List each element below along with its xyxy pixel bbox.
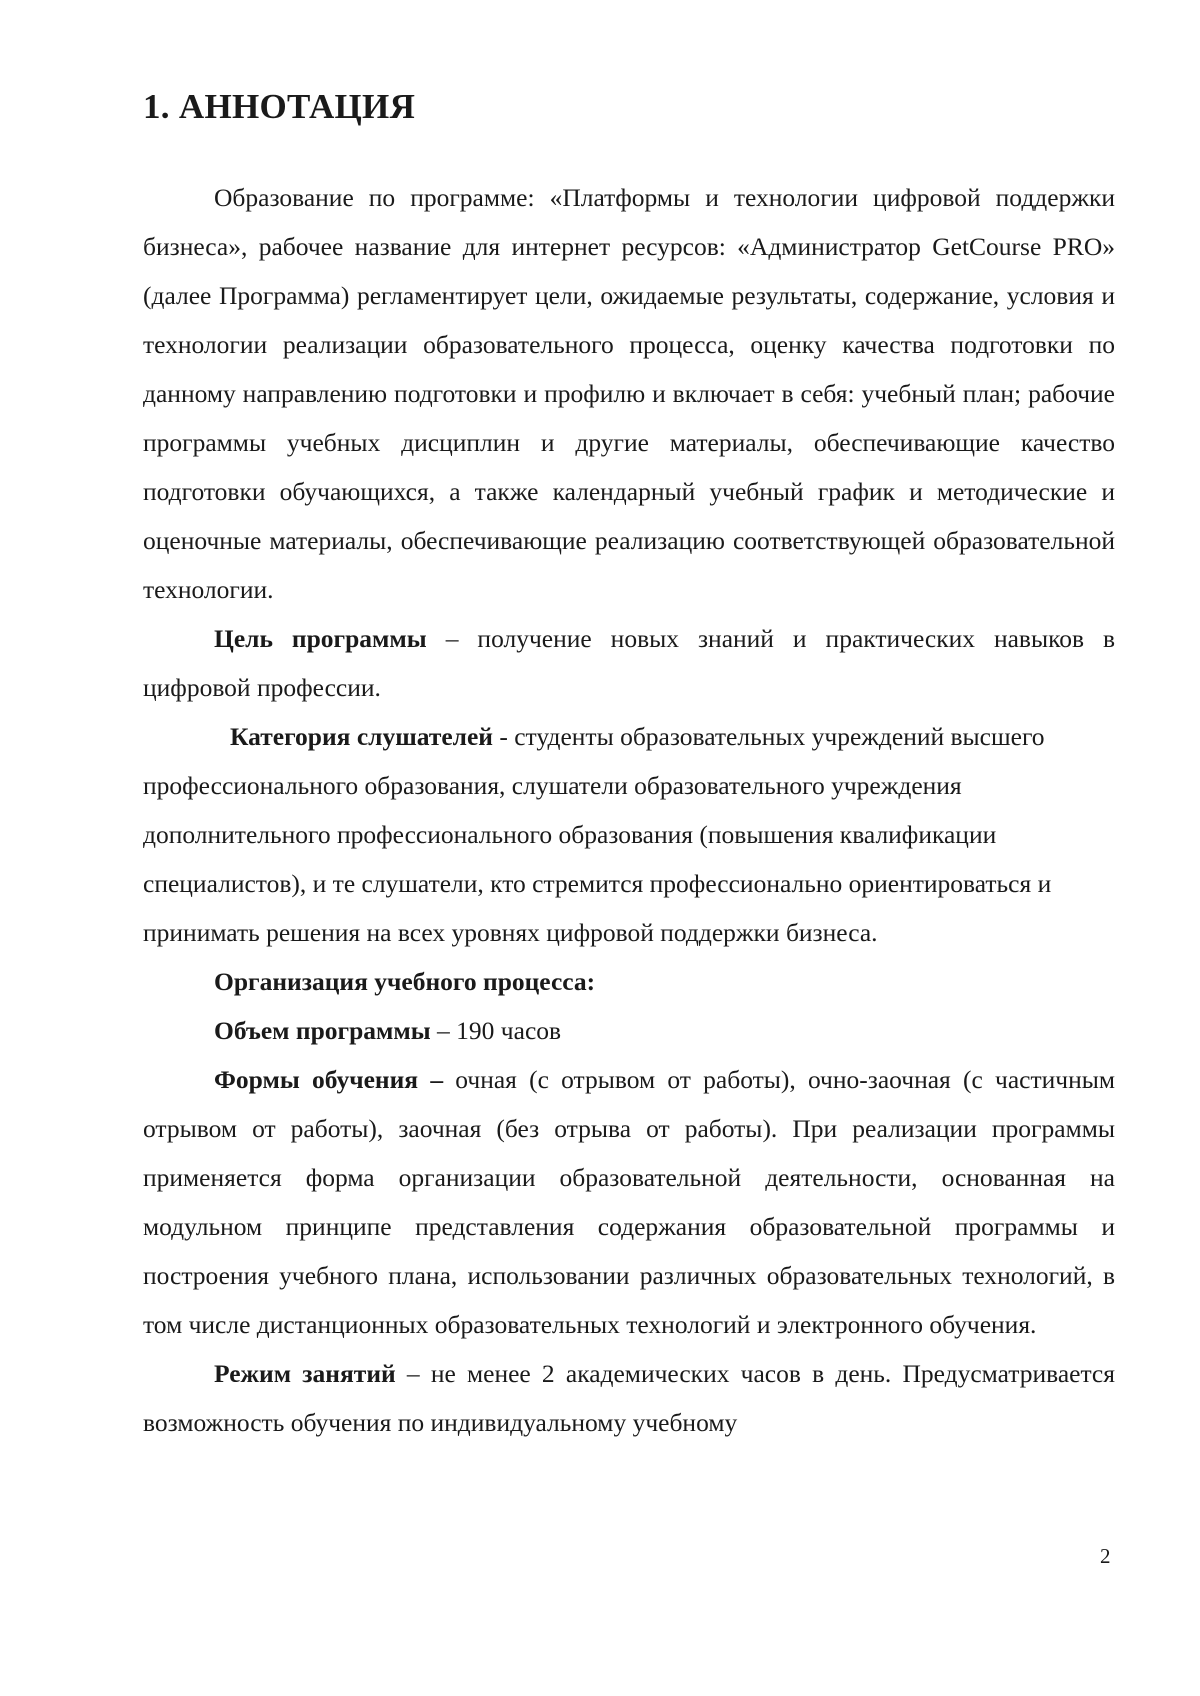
annotation-body [143,173,1115,1447]
schedule-text: – не менее 2 академических часов в день. Предусматривается возможность обучения по индивидуальному учебному [143,1359,1115,1437]
page-number: 2 [1100,1544,1111,1568]
audience-label: Категория слушателей [230,722,493,751]
forms-label: Формы обучения – [214,1065,444,1094]
goal-paragraph [143,614,1115,712]
organization-heading [143,957,1115,1006]
audience-paragraph [143,712,1115,957]
schedule-label: Режим занятий [214,1359,396,1388]
intro-paragraph: Образование по программе: «Платформы и технологии цифровой поддержки бизнеса», рабочее название для интернет ресурсов: «Администратор GetCourse PRO» (далее Программа) регламентирует цели, ожидаемые результаты, содержание, условия и технологии реализации образовательного процесса, оценку качества подготовки по данному направлению подготовки и профилю и включает в себя: учебный план; рабочие программы учебных дисциплин и другие материалы, обеспечивающие качество подготовки обучающихся, а также календарный учебный график и методические и оценочные материалы, обеспечивающие реализацию соответствующей образовательной технологии. [143,183,1115,604]
audience-text: - студенты образовательных учреждений высшего профессионального образования, слушатели образовательного учреждения дополнительного профессионального образования (повышения квалификации специалистов), и те слушатели, кто стремится профессионально ориентироваться и принимать решения на всех уровнях цифровой поддержки бизнеса. [143,722,1052,947]
organization-label: Организация учебного процесса: [214,967,596,996]
goal-text: – получение новых знаний и практических навыков в цифровой профессии. [143,624,1116,702]
volume-label: Объем программы [214,1016,431,1045]
volume-text: – 190 часов [430,1016,562,1045]
forms-text: очная (с отрывом от работы), очно-заочная (с частичным отрывом от работы), заочная (без отрыва от работы). При реализации программы применяется форма организации образовательной деятельности, основанная на модульном принципе представления содержания образовательной программы и построения учебного плана, использовании различных образовательных технологий, в том числе дистанционных образовательных технологий и электронного обучения. [143,1065,1116,1339]
section-heading: 1. АННОТАЦИЯ [143,87,416,126]
volume-paragraph [143,1006,1115,1055]
schedule-paragraph [143,1349,1115,1447]
goal-label: Цель программы [214,624,427,653]
forms-paragraph [143,1055,1115,1349]
